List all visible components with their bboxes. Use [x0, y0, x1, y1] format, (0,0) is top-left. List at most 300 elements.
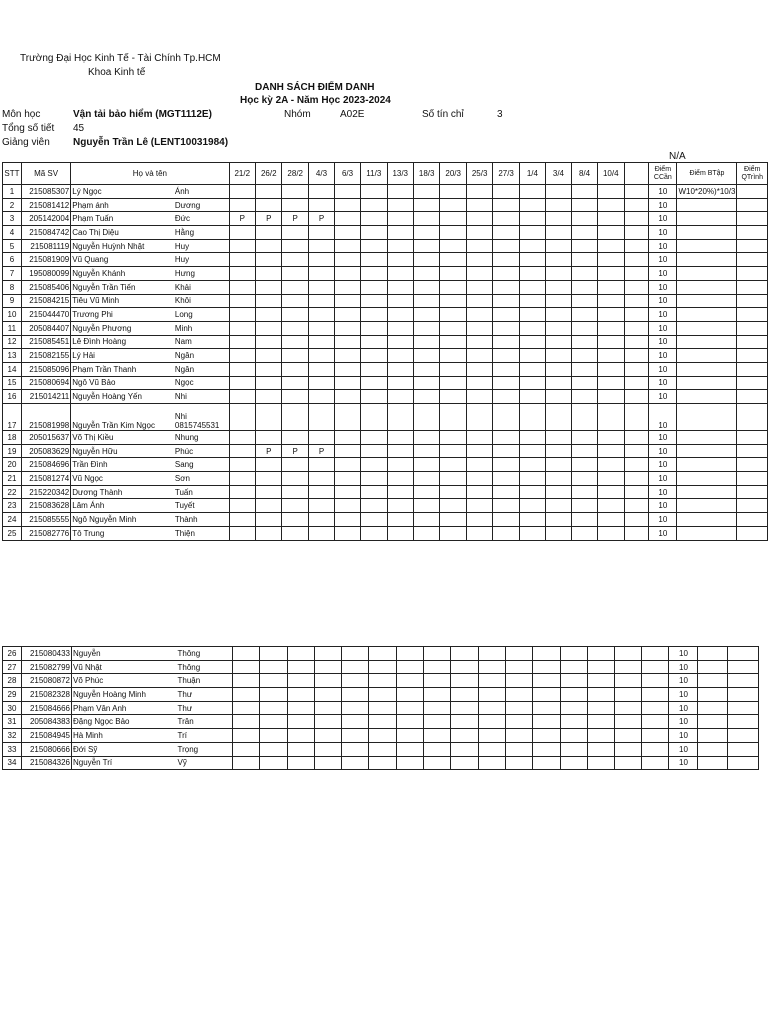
cell-attendance	[256, 239, 282, 253]
table-row	[3, 308, 768, 322]
cell-attendance	[233, 660, 260, 674]
cell-score-bt	[698, 756, 728, 770]
cell-attendance	[440, 321, 466, 335]
cell-blank	[642, 729, 669, 743]
cell-attendance	[571, 198, 597, 212]
cell-attendance	[229, 499, 255, 513]
cell-attendance	[256, 376, 282, 390]
cell-attendance	[396, 715, 423, 729]
cell-attendance	[229, 321, 255, 335]
cell-attendance	[505, 742, 532, 756]
cell-first-name: Ngân	[174, 362, 229, 376]
cell-attendance	[519, 513, 545, 527]
cell-attendance	[335, 253, 361, 267]
cell-attendance	[233, 688, 260, 702]
cell-attendance	[545, 212, 571, 226]
cell-attendance	[229, 335, 255, 349]
table-row	[3, 674, 759, 688]
cell-attendance	[545, 239, 571, 253]
cell-attendance	[519, 280, 545, 294]
cell-student-id: 215044470	[21, 308, 70, 322]
cell-first-name: Huy	[174, 239, 229, 253]
cell-attendance	[598, 280, 624, 294]
cell-score-cc: 10	[649, 472, 677, 486]
cell-attendance	[260, 701, 287, 715]
cell-attendance	[335, 499, 361, 513]
cell-first-name: Trọng	[177, 742, 233, 756]
cell-attendance	[308, 485, 334, 499]
cell-attendance	[560, 647, 587, 661]
cell-attendance	[440, 499, 466, 513]
cell-score-cc: 10	[669, 715, 698, 729]
cell-score-qt	[737, 280, 768, 294]
cell-attendance	[282, 472, 308, 486]
lecturer-value: Nguyễn Trần Lê (LENT10031984)	[73, 137, 229, 148]
header-date: 28/2	[282, 163, 308, 185]
cell-blank	[624, 362, 649, 376]
cell-first-name: Vỹ	[177, 756, 233, 770]
cell-attendance	[361, 362, 387, 376]
cell-score-qt	[728, 674, 759, 688]
cell-attendance	[413, 404, 439, 431]
table-row	[3, 742, 759, 756]
cell-attendance	[342, 729, 369, 743]
cell-stt: 31	[3, 715, 22, 729]
cell-blank	[624, 444, 649, 458]
cell-blank	[642, 701, 669, 715]
cell-score-cc: 10	[669, 742, 698, 756]
cell-attendance	[308, 335, 334, 349]
phone-note: 0815745531	[174, 421, 220, 430]
cell-attendance	[424, 647, 451, 661]
cell-score-qt	[737, 253, 768, 267]
cell-score-cc: 10	[649, 444, 677, 458]
cell-attendance	[256, 226, 282, 240]
cell-attendance	[335, 404, 361, 431]
cell-attendance	[505, 729, 532, 743]
cell-attendance	[598, 404, 624, 431]
cell-attendance	[545, 444, 571, 458]
semester-line: Học kỳ 2A - Năm Học 2023-2024	[240, 95, 391, 106]
table-row	[3, 376, 768, 390]
cell-attendance	[493, 294, 519, 308]
cell-stt: 6	[3, 253, 22, 267]
cell-attendance	[493, 267, 519, 281]
cell-student-id: 215084666	[22, 701, 72, 715]
cell-attendance	[598, 239, 624, 253]
cell-attendance	[598, 226, 624, 240]
cell-attendance	[413, 458, 439, 472]
cell-score-cc: 10	[649, 458, 677, 472]
cell-first-name	[174, 404, 229, 431]
cell-attendance	[493, 362, 519, 376]
cell-stt: 1	[3, 185, 22, 199]
cell-first-name: Thành	[174, 513, 229, 527]
cell-attendance	[256, 321, 282, 335]
cell-attendance	[440, 267, 466, 281]
cell-last-name: Nguyễn Hoàng Yến	[71, 390, 174, 404]
cell-attendance	[560, 674, 587, 688]
cell-attendance	[335, 458, 361, 472]
cell-score-bt: W10*20%)*10/3	[677, 185, 737, 199]
cell-score-bt	[677, 335, 737, 349]
cell-attendance	[451, 688, 478, 702]
cell-attendance	[287, 647, 314, 661]
table-row	[3, 472, 768, 486]
cell-attendance	[335, 485, 361, 499]
cell-attendance	[413, 362, 439, 376]
cell-attendance	[571, 335, 597, 349]
cell-attendance	[282, 185, 308, 199]
cell-attendance	[229, 513, 255, 527]
cell-attendance	[260, 742, 287, 756]
cell-last-name: Nguyễn Trần Kim Ngọc	[71, 404, 174, 431]
table-row	[3, 458, 768, 472]
cell-blank	[624, 499, 649, 513]
cell-score-bt	[677, 198, 737, 212]
cell-blank	[642, 674, 669, 688]
cell-attendance	[571, 253, 597, 267]
cell-attendance	[519, 226, 545, 240]
cell-student-id: 215082328	[22, 688, 72, 702]
cell-last-name: Trương Phi	[71, 308, 174, 322]
cell-attendance	[256, 253, 282, 267]
cell-student-id: 215085307	[21, 185, 70, 199]
cell-last-name: Tiêu Vũ Minh	[71, 294, 174, 308]
cell-attendance	[256, 485, 282, 499]
cell-score-cc: 10	[669, 688, 698, 702]
cell-attendance	[287, 742, 314, 756]
cell-attendance	[424, 688, 451, 702]
cell-first-name: Thông	[177, 647, 233, 661]
cell-attendance	[519, 526, 545, 540]
cell-attendance	[505, 715, 532, 729]
cell-last-name: Đặng Ngọc Bảo	[72, 715, 177, 729]
cell-attendance	[615, 701, 642, 715]
table-row	[3, 198, 768, 212]
cell-attendance	[440, 390, 466, 404]
cell-attendance	[282, 499, 308, 513]
cell-attendance	[545, 431, 571, 445]
cell-stt: 12	[3, 335, 22, 349]
cell-first-name: Sơn	[174, 472, 229, 486]
cell-last-name: Nguyễn Trần Tiến	[71, 280, 174, 294]
document-title: DANH SÁCH ĐIỂM DANH	[255, 82, 375, 93]
cell-score-qt	[737, 226, 768, 240]
cell-score-bt	[677, 444, 737, 458]
cell-attendance	[571, 458, 597, 472]
cell-blank	[624, 513, 649, 527]
cell-attendance	[308, 513, 334, 527]
cell-attendance	[413, 308, 439, 322]
cell-attendance	[387, 308, 413, 322]
cell-attendance	[545, 472, 571, 486]
table-row	[3, 404, 768, 431]
header-date: 4/3	[308, 163, 334, 185]
cell-attendance	[260, 715, 287, 729]
cell-attendance	[598, 472, 624, 486]
cell-attendance	[413, 335, 439, 349]
cell-attendance	[335, 472, 361, 486]
cell-attendance	[545, 362, 571, 376]
cell-score-qt	[737, 431, 768, 445]
cell-attendance	[451, 715, 478, 729]
cell-attendance	[413, 212, 439, 226]
cell-attendance	[519, 485, 545, 499]
cell-attendance	[440, 239, 466, 253]
cell-blank	[624, 335, 649, 349]
cell-last-name: Cao Thị Diệu	[71, 226, 174, 240]
cell-blank	[642, 660, 669, 674]
cell-attendance	[233, 729, 260, 743]
cell-student-id: 205015637	[21, 431, 70, 445]
cell-attendance	[424, 660, 451, 674]
cell-attendance	[466, 198, 492, 212]
cell-attendance	[314, 756, 341, 770]
cell-attendance	[440, 253, 466, 267]
cell-attendance	[256, 404, 282, 431]
cell-attendance	[424, 674, 451, 688]
header-score-qt: Điểm QTrình	[737, 163, 768, 185]
cell-student-id: 215084696	[21, 458, 70, 472]
cell-attendance	[533, 715, 560, 729]
cell-score-cc: 10	[669, 701, 698, 715]
cell-attendance	[361, 376, 387, 390]
cell-attendance	[413, 376, 439, 390]
cell-attendance	[287, 715, 314, 729]
cell-score-bt	[677, 431, 737, 445]
cell-stt: 22	[3, 485, 22, 499]
cell-attendance	[282, 362, 308, 376]
cell-student-id: 215080694	[21, 376, 70, 390]
cell-attendance	[396, 701, 423, 715]
cell-attendance	[282, 267, 308, 281]
table-row	[3, 485, 768, 499]
cell-stt: 27	[3, 660, 22, 674]
table-row	[3, 335, 768, 349]
cell-score-qt	[737, 444, 768, 458]
cell-attendance	[387, 294, 413, 308]
cell-attendance	[361, 198, 387, 212]
cell-attendance	[505, 674, 532, 688]
cell-first-name: Khôi	[174, 294, 229, 308]
cell-attendance	[493, 280, 519, 294]
cell-attendance	[282, 321, 308, 335]
cell-student-id: 215085555	[21, 513, 70, 527]
cell-first-name: Minh	[174, 321, 229, 335]
cell-attendance: P	[308, 212, 334, 226]
cell-stt: 33	[3, 742, 22, 756]
cell-attendance	[361, 458, 387, 472]
cell-score-cc: 10	[649, 308, 677, 322]
periods-value: 45	[73, 123, 85, 134]
cell-attendance	[308, 185, 334, 199]
cell-score-cc: 10	[649, 212, 677, 226]
cell-attendance	[466, 294, 492, 308]
cell-attendance	[440, 513, 466, 527]
cell-attendance	[282, 458, 308, 472]
cell-score-qt	[737, 376, 768, 390]
cell-attendance	[287, 729, 314, 743]
cell-score-bt	[677, 267, 737, 281]
cell-score-bt	[677, 294, 737, 308]
cell-last-name: Nguyễn Trí	[72, 756, 177, 770]
cell-student-id: 215220342	[21, 485, 70, 499]
cell-attendance	[598, 499, 624, 513]
cell-first-name: Thuận	[177, 674, 233, 688]
cell-stt: 28	[3, 674, 22, 688]
cell-last-name: Võ Thị Kiều	[71, 431, 174, 445]
cell-attendance	[545, 390, 571, 404]
cell-attendance	[466, 308, 492, 322]
cell-attendance	[571, 212, 597, 226]
cell-attendance	[413, 349, 439, 363]
cell-attendance	[493, 185, 519, 199]
cell-attendance	[571, 499, 597, 513]
cell-attendance	[493, 239, 519, 253]
cell-stt: 10	[3, 308, 22, 322]
cell-attendance	[308, 349, 334, 363]
cell-attendance	[387, 513, 413, 527]
cell-stt: 19	[3, 444, 22, 458]
header-date: 25/3	[466, 163, 492, 185]
cell-attendance	[335, 198, 361, 212]
cell-score-cc: 10	[649, 362, 677, 376]
cell-first-name: Tuyết	[174, 499, 229, 513]
table-row	[3, 660, 759, 674]
cell-attendance	[466, 321, 492, 335]
cell-score-qt	[737, 335, 768, 349]
cell-attendance	[335, 335, 361, 349]
cell-attendance	[571, 362, 597, 376]
cell-attendance	[571, 308, 597, 322]
cell-last-name: Nguyễn Hữu	[71, 444, 174, 458]
cell-attendance	[229, 198, 255, 212]
cell-first-name: Thư	[177, 688, 233, 702]
cell-score-cc: 10	[649, 485, 677, 499]
cell-attendance	[440, 472, 466, 486]
cell-attendance	[387, 335, 413, 349]
header-student-id: Mã SV	[21, 163, 70, 185]
cell-attendance	[545, 308, 571, 322]
cell-attendance	[361, 212, 387, 226]
cell-attendance	[598, 185, 624, 199]
cell-attendance	[533, 688, 560, 702]
cell-attendance	[396, 756, 423, 770]
cell-attendance	[361, 472, 387, 486]
cell-attendance	[440, 349, 466, 363]
cell-attendance	[387, 362, 413, 376]
cell-score-bt	[677, 321, 737, 335]
cell-student-id: 205083629	[21, 444, 70, 458]
cell-attendance	[560, 660, 587, 674]
cell-blank	[624, 458, 649, 472]
cell-attendance	[361, 485, 387, 499]
table-row	[3, 526, 768, 540]
table-row	[3, 239, 768, 253]
cell-score-qt	[737, 321, 768, 335]
cell-attendance	[571, 444, 597, 458]
cell-stt: 14	[3, 362, 22, 376]
cell-last-name: Phạm ánh	[71, 198, 174, 212]
cell-attendance	[598, 349, 624, 363]
cell-score-cc: 10	[649, 349, 677, 363]
cell-attendance	[282, 239, 308, 253]
cell-score-cc: 10	[649, 404, 677, 431]
cell-stt: 9	[3, 294, 22, 308]
cell-first-name: Dương	[174, 198, 229, 212]
cell-attendance	[387, 431, 413, 445]
cell-attendance	[260, 688, 287, 702]
cell-attendance	[519, 499, 545, 513]
cell-attendance	[387, 239, 413, 253]
cell-attendance	[571, 321, 597, 335]
cell-attendance	[229, 526, 255, 540]
cell-attendance	[615, 756, 642, 770]
cell-attendance	[282, 390, 308, 404]
cell-last-name: Trần Đình	[71, 458, 174, 472]
cell-attendance	[308, 253, 334, 267]
cell-score-bt	[677, 349, 737, 363]
cell-score-bt	[677, 526, 737, 540]
cell-attendance	[387, 390, 413, 404]
cell-attendance	[519, 404, 545, 431]
cell-score-qt	[737, 294, 768, 308]
cell-attendance	[571, 349, 597, 363]
cell-blank	[624, 226, 649, 240]
cell-attendance	[587, 742, 614, 756]
cell-attendance	[387, 458, 413, 472]
cell-attendance	[451, 729, 478, 743]
cell-attendance	[478, 742, 505, 756]
cell-attendance	[369, 674, 396, 688]
table-row	[3, 647, 759, 661]
cell-score-qt	[728, 756, 759, 770]
cell-attendance	[560, 729, 587, 743]
header-date: 27/3	[493, 163, 519, 185]
cell-attendance	[387, 185, 413, 199]
cell-attendance	[493, 526, 519, 540]
header-date: 10/4	[598, 163, 624, 185]
cell-attendance	[587, 647, 614, 661]
cell-attendance	[314, 715, 341, 729]
header-blank	[624, 163, 649, 185]
cell-score-bt	[677, 472, 737, 486]
cell-attendance	[413, 526, 439, 540]
cell-attendance	[314, 729, 341, 743]
cell-score-qt	[737, 485, 768, 499]
cell-first-name: Long	[174, 308, 229, 322]
cell-attendance	[493, 485, 519, 499]
cell-attendance	[256, 294, 282, 308]
cell-attendance	[466, 390, 492, 404]
cell-attendance	[335, 212, 361, 226]
table-row	[3, 431, 768, 445]
cell-attendance	[361, 321, 387, 335]
cell-attendance	[413, 185, 439, 199]
cell-student-id: 215081909	[21, 253, 70, 267]
cell-attendance	[598, 485, 624, 499]
cell-attendance	[413, 431, 439, 445]
cell-attendance	[571, 431, 597, 445]
cell-last-name: Nguyễn Khánh	[71, 267, 174, 281]
cell-attendance	[478, 647, 505, 661]
cell-attendance	[598, 431, 624, 445]
cell-attendance	[493, 404, 519, 431]
cell-score-bt	[677, 485, 737, 499]
header-date: 20/3	[440, 163, 466, 185]
cell-last-name: Vũ Nhật	[72, 660, 177, 674]
